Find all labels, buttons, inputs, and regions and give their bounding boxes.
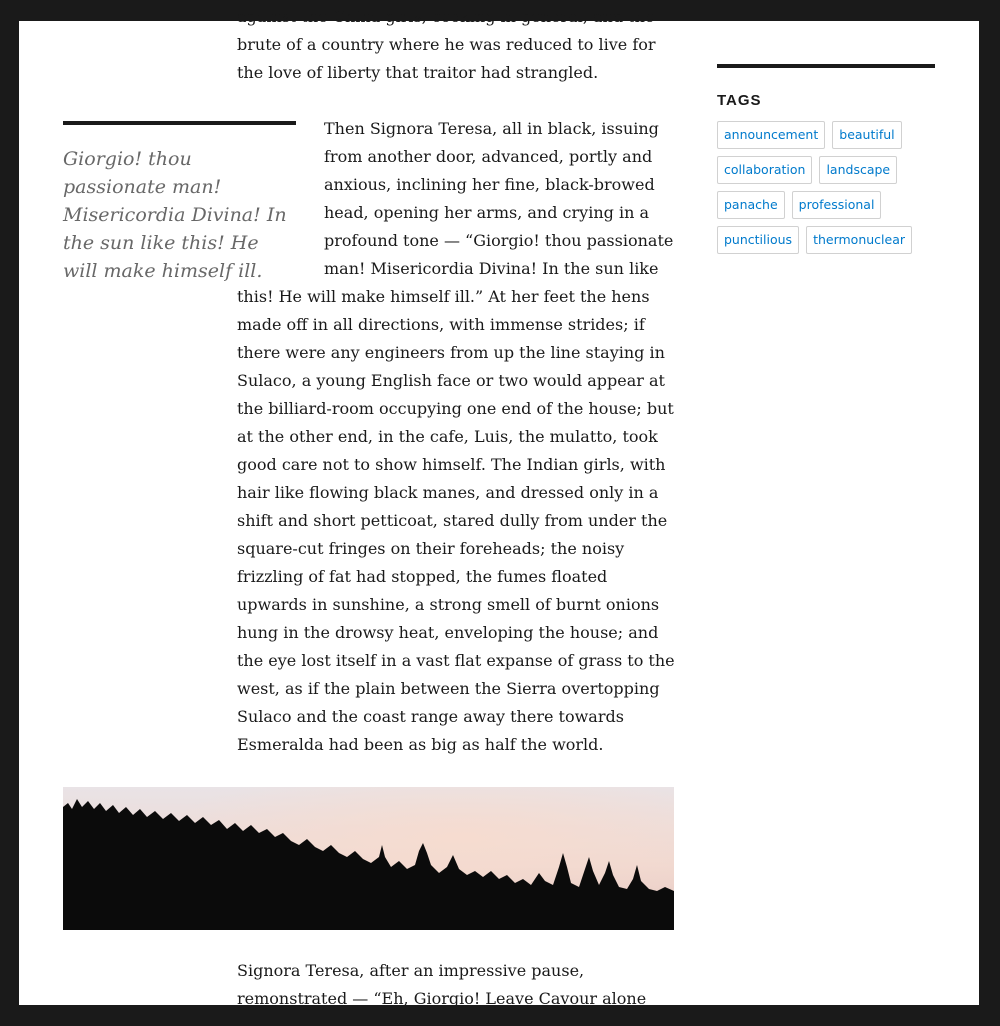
landscape-image — [63, 787, 674, 930]
tag-cloud — [717, 121, 935, 261]
tags-widget-title: TAGS — [717, 92, 762, 109]
tag-thermonuclear[interactable]: thermonuclear — [806, 226, 912, 254]
pullquote-text: Giorgio! thou passionate man! Misericordia Divina! In the sun like this! He will make himself ill. — [63, 148, 287, 282]
tag-beautiful[interactable]: beautiful — [832, 121, 901, 149]
sidebar — [717, 64, 935, 261]
article-paragraph-main-text: Then Signora Teresa, all in black, issuing from another door, advanced, portly and anxious, inclining her fine, black-browed head, opening her arms, and crying in a profound tone — “Giorgio! thou passionate man! Misericordia Divina! In the sun like this! He will make himself ill.” At her feet the hens made off in all directions, with immense strides; if there were any engineers from up the line staying in Sulaco, a young English face or two would appear at the billiard-room occupying one end of the house; but at the other end, in the cafe, Luis, the mulatto, took good care not to show himself. The Indian girls, with hair like flowing black manes, and dressed only in a shift and short petticoat, stared dully from under the square-cut fringes on their foreheads; the noisy frizzling of fat had stopped, the fumes floated upwards in sunshine, a strong smell of burnt onions hung in the drowsy heat, enveloping the house; and the eye lost itself in a vast flat expanse of grass to the west, as if the plain between the Sierra overtopping Sulaco and the coast range away there towards Esmeralda had been as big as half the world. — [237, 119, 675, 754]
pullquote-gap — [237, 115, 324, 283]
tag-professional[interactable]: professional — [792, 191, 882, 219]
article-paragraph-top: against the China girls, cooking in general, and the brute of a country where he was reduced to live for the love of liberty that traitor had strangled. — [237, 7, 656, 82]
tag-announcement[interactable]: announcement — [717, 121, 825, 149]
tags-divider — [717, 64, 935, 68]
tag-collaboration[interactable]: collaboration — [717, 156, 812, 184]
article-paragraph-bottom: Signora Teresa, after an impressive pause, remonstrated — “Eh, Giorgio! Leave Cavour alone — [237, 961, 647, 1008]
page — [19, 7, 979, 1008]
tag-panache[interactable]: panache — [717, 191, 785, 219]
tag-punctilious[interactable]: punctilious — [717, 226, 799, 254]
article-paragraph-main — [237, 115, 677, 759]
tag-landscape[interactable]: landscape — [819, 156, 897, 184]
